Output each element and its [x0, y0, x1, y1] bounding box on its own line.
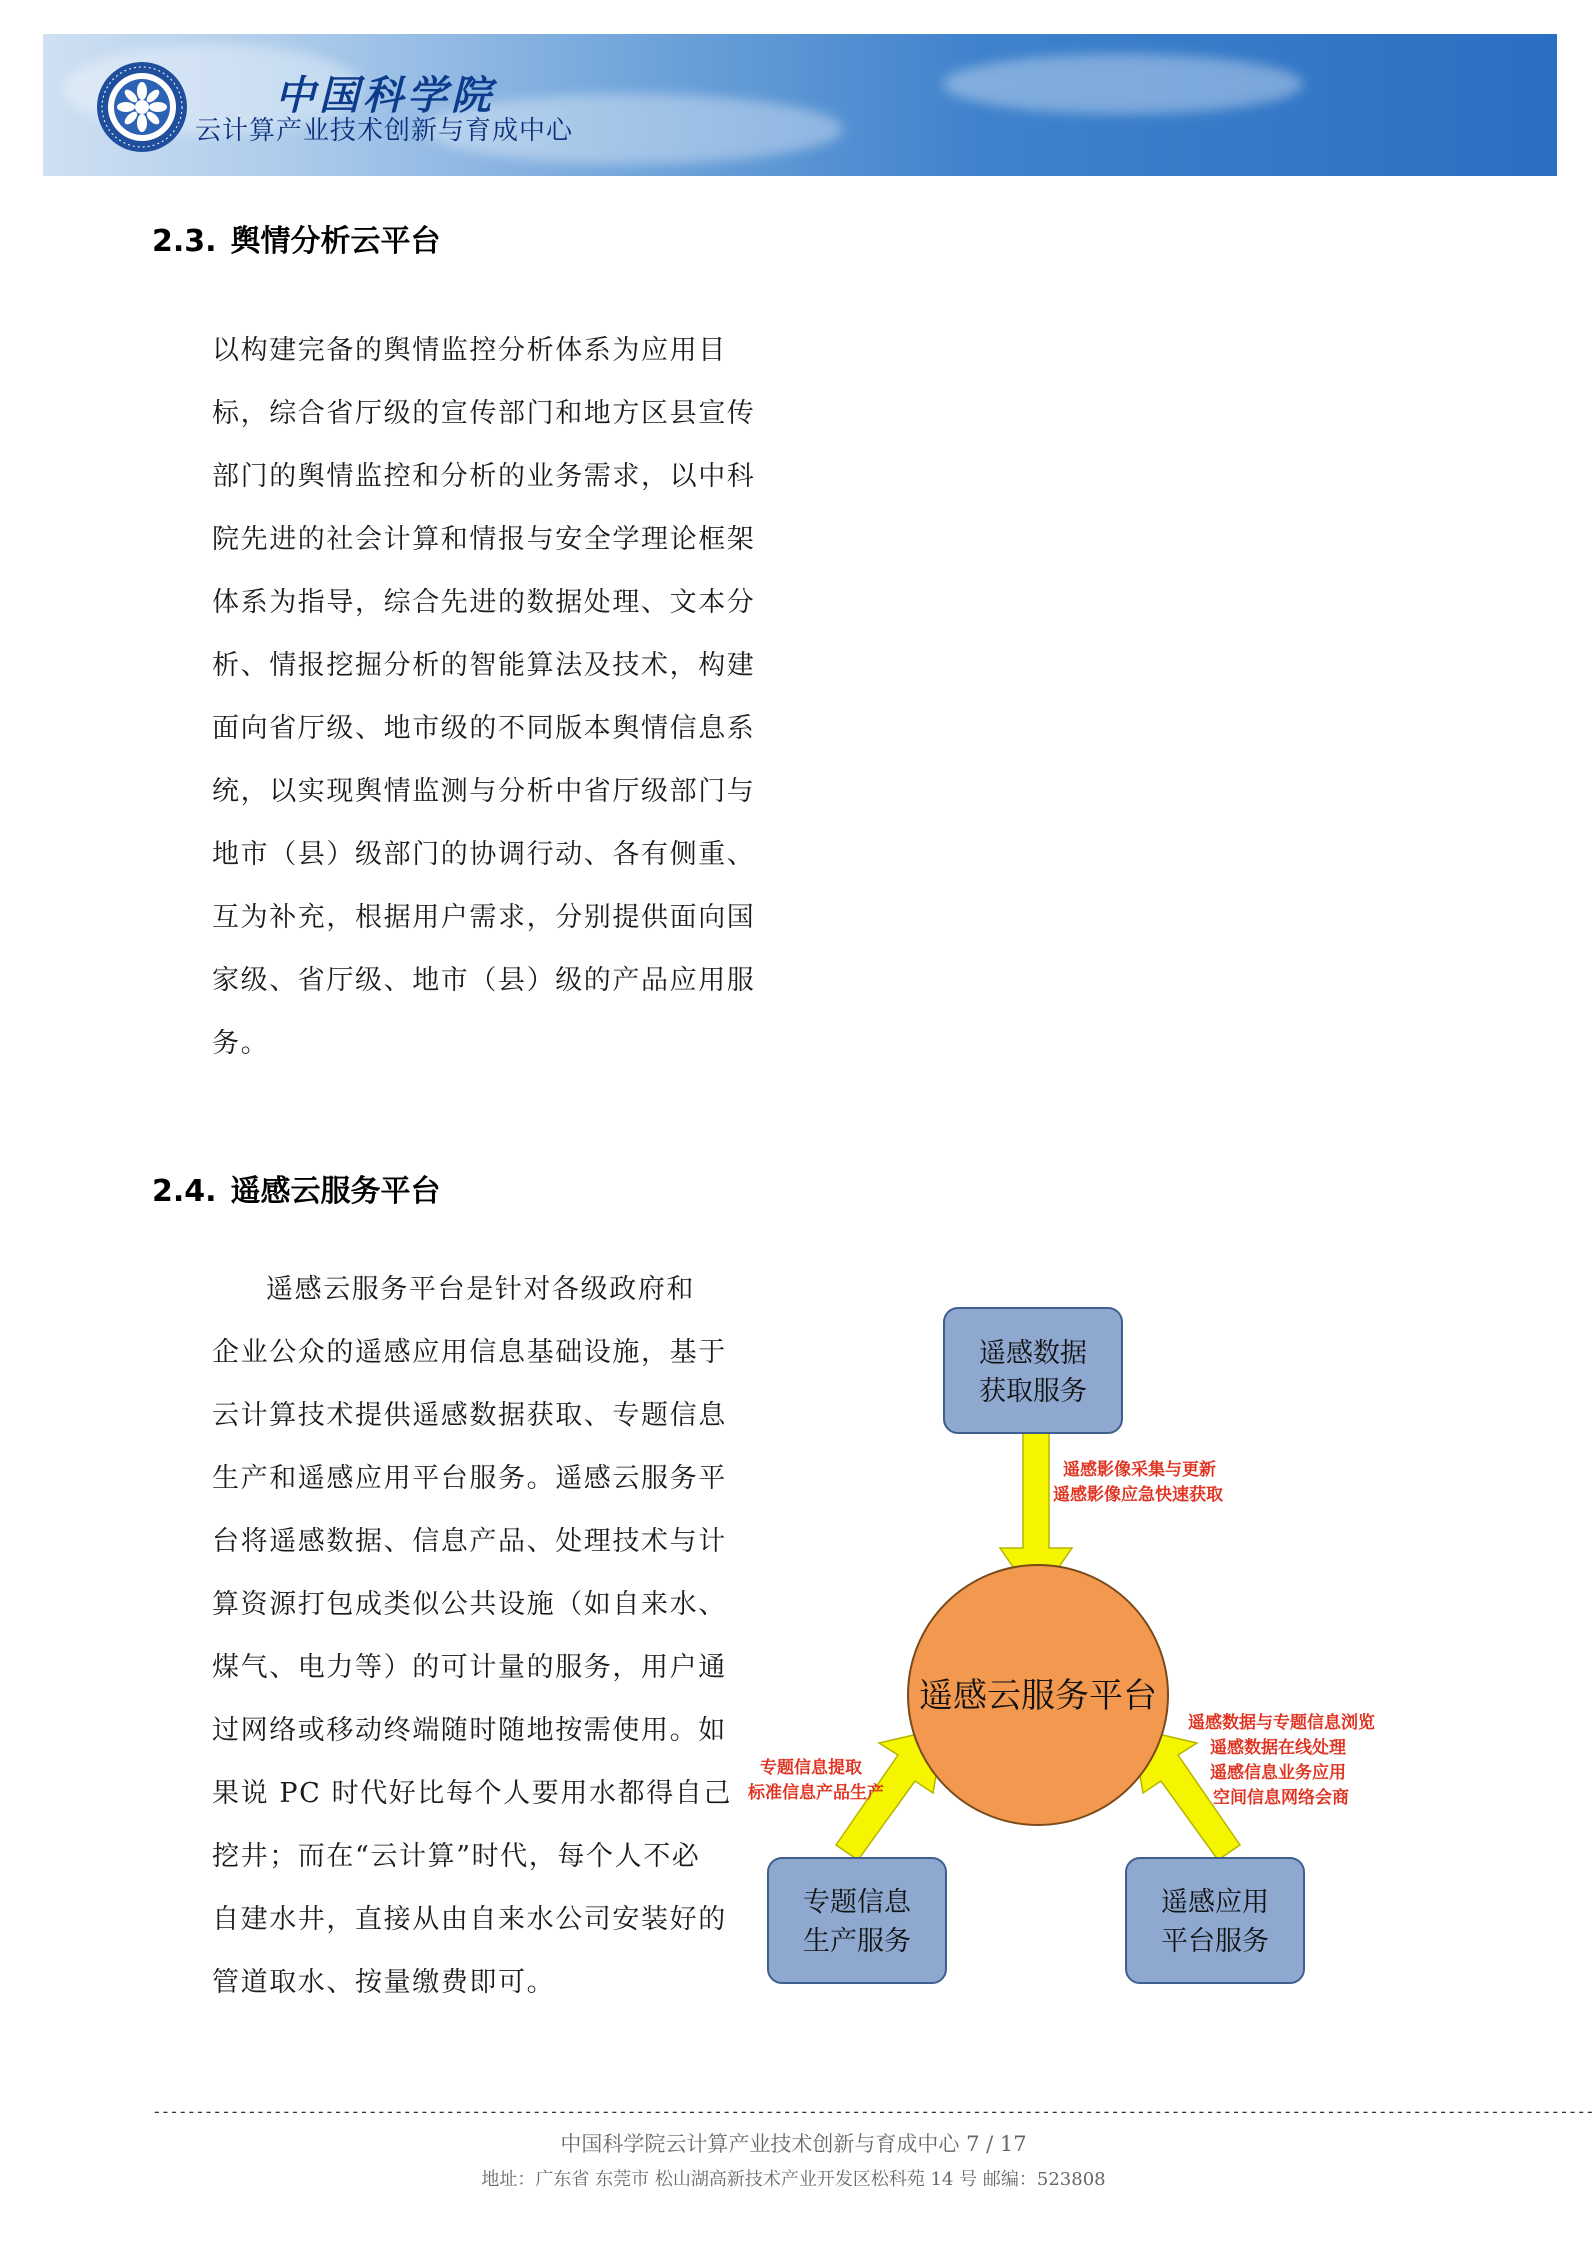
section-number: 2.3.: [152, 224, 217, 259]
text-line: 煤气、电力等）的可计量的服务，用户通: [212, 1652, 727, 1683]
center-label: 遥感云服务平台: [919, 1676, 1157, 1716]
flow-label: 遥感影像采集与更新: [1063, 1460, 1216, 1480]
box-thematic-production: [768, 1858, 946, 1983]
text-line: 以构建完备的舆情监控分析体系为应用目: [212, 335, 727, 366]
box-label-line: 生产服务: [803, 1926, 911, 1957]
flow-label: 标准信息产品生产: [748, 1783, 884, 1803]
section-number: 2.4.: [152, 1174, 217, 1209]
header-banner: [43, 34, 1557, 176]
banner-cloud: [943, 54, 1303, 114]
section-heading-2-3: [152, 216, 441, 260]
footer-divider: -----------------------------------------------------------------------------------------------------------------------------------------------------------------------: [152, 2102, 1594, 2121]
remote-sensing-diagram: [748, 1300, 1388, 2020]
text-line: 析、情报挖掘分析的智能算法及技术，构建: [212, 650, 756, 681]
text-line: 面向省厅级、地市级的不同版本舆情信息系: [212, 713, 756, 744]
flow-label: 遥感数据与专题信息浏览: [1188, 1713, 1375, 1733]
section-heading-2-4: [152, 1166, 441, 1210]
text-line: 管道取水、按量缴费即可。: [212, 1967, 556, 1998]
banner-title: 中国科学院: [275, 72, 495, 119]
flow-label: 空间信息网络会商: [1213, 1788, 1349, 1808]
text-line: 生产和遥感应用平台服务。遥感云服务平: [212, 1463, 727, 1494]
text-line: 算资源打包成类似公共设施（如自来水、: [212, 1589, 727, 1620]
banner-subtitle: 云计算产业技术创新与育成中心: [195, 116, 574, 146]
section-title: 遥感云服务平台: [230, 1174, 441, 1209]
text-line: 体系为指导，综合先进的数据处理、文本分: [212, 587, 756, 618]
box-application-platform: [1126, 1858, 1304, 1983]
text-line: 家级、省厅级、地市（县）级的产品应用服: [212, 965, 756, 996]
box-label-line: 平台服务: [1161, 1926, 1269, 1957]
box-label-line: 遥感应用: [1161, 1887, 1269, 1918]
text-line-content: 遥感云服务平台是针对各级政府和: [266, 1274, 695, 1305]
text-line: 务。: [212, 1028, 270, 1059]
text-line: 标，综合省厅级的宣传部门和地方区县宣传: [212, 398, 756, 429]
footer-org-page: 中国科学院云计算产业技术创新与育成中心 7 / 17: [560, 2132, 1027, 2156]
flow-label: 遥感影像应急快速获取: [1053, 1485, 1223, 1505]
text-line: [212, 1258, 732, 1321]
cas-logo-icon: [95, 60, 189, 154]
text-line: 地市（县）级部门的协调行动、各有侧重、: [212, 839, 756, 870]
paragraph-remote-sensing: [212, 1258, 732, 2014]
box-data-acquisition: [944, 1308, 1122, 1433]
flow-label: 遥感信息业务应用: [1210, 1763, 1346, 1783]
text-line: 部门的舆情监控和分析的业务需求，以中科: [212, 461, 756, 492]
text-line: 企业公众的遥感应用信息基础设施，基于: [212, 1337, 727, 1368]
text-line: 云计算技术提供遥感数据获取、专题信息: [212, 1400, 727, 1431]
box-label-line: 遥感数据: [979, 1338, 1087, 1369]
text-line: 过网络或移动终端随时随地按需使用。如: [212, 1715, 727, 1746]
text-line: 院先进的社会计算和情报与安全学理论框架: [212, 524, 756, 555]
text-line: 自建水井，直接从由自来水公司安装好的: [212, 1904, 727, 1935]
box-label-line: 专题信息: [803, 1887, 911, 1918]
section-title: 舆情分析云平台: [230, 224, 441, 259]
box-label-line: 获取服务: [979, 1376, 1087, 1407]
text-line: 统，以实现舆情监测与分析中省厅级部门与: [212, 776, 756, 807]
flow-label: 遥感数据在线处理: [1210, 1738, 1346, 1758]
paragraph-public-opinion: [212, 319, 772, 1075]
flow-label: 专题信息提取: [760, 1758, 862, 1778]
footer-address: 地址：广东省 东莞市 松山湖高新技术产业开发区松科苑 14 号 邮编：523808: [481, 2169, 1106, 2190]
text-line: 挖井；而在“云计算”时代，每个人不必: [212, 1841, 701, 1872]
text-line: 台将遥感数据、信息产品、处理技术与计: [212, 1526, 727, 1557]
text-line: 果说 PC 时代好比每个人要用水都得自己: [212, 1778, 732, 1809]
text-line: 互为补充，根据用户需求，分别提供面向国: [212, 902, 756, 933]
